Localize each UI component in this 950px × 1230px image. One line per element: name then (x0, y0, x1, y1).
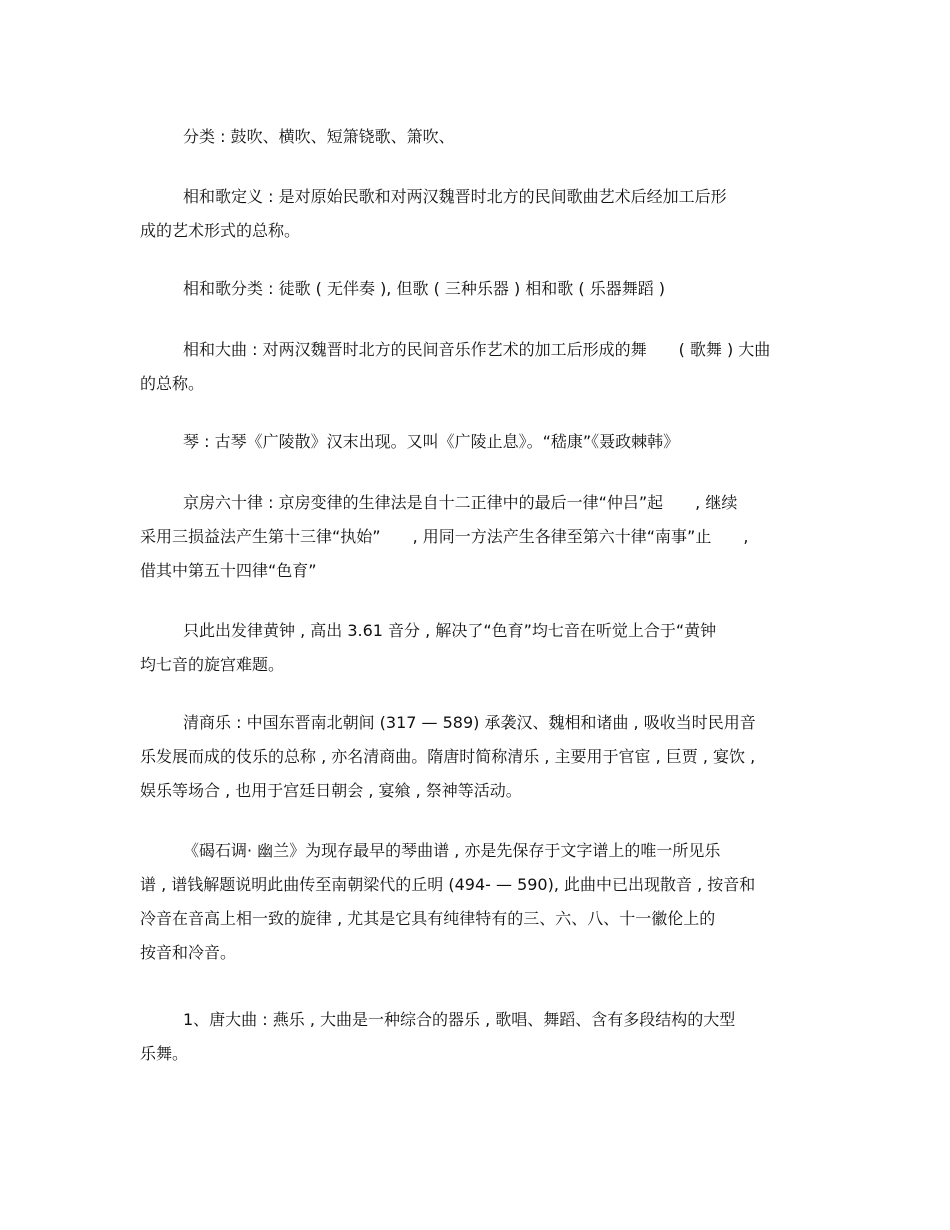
paragraph-line: 只此出发律黄钟 , 高出 3.61 音分 , 解决了“色育”均七音在听觉上合于“黄钟 (183, 621, 717, 640)
paragraph-line: 成的艺术形式的总称。 (140, 221, 301, 240)
paragraph-line: 京房六十律 : 京房变律的生律法是自十二正律中的最后一律“仲吕”起 , 继续 (183, 493, 738, 512)
paragraph-line: 冷音在音高上相一致的旋律 , 尤其是它具有纯律特有的三、六、八、十一徽伦上的 (140, 909, 716, 928)
paragraph-line: 娱乐等场合 , 也用于宫廷日朝会 , 宴飨 , 祭神等活动。 (140, 781, 522, 800)
paragraph-classification (140, 120, 830, 154)
paragraph-xianghe-definition (140, 180, 830, 248)
paragraph-jingfang-sixty-lu (140, 486, 830, 588)
paragraph-line: 相和歌分类 : 徒歌 ( 无伴奏 ), 但歌 ( 三种乐器 ) 相和歌 ( 乐器舞蹈 ) (183, 279, 666, 298)
paragraph-xianghe-categories (140, 272, 830, 306)
paragraph-line: 均七音的旋宫难题。 (140, 655, 285, 674)
paragraph-line: 乐发展而成的伎乐的总称 , 亦名清商曲。隋唐时简称清乐 , 主要用于官宦 , 巨贾 , 宴饮 , (140, 747, 756, 766)
paragraph-line: 清商乐 : 中国东晋南北朝间 (317 — 589) 承袭汉、魏相和诸曲 , 吸收当时民用音 (183, 713, 756, 732)
paragraph-guqin (140, 425, 830, 459)
paragraph-line: 谱 , 谱钱解题说明此曲传至南朝梁代的丘明 (494- — 590), 此曲中已出现散音 , 按音和 (140, 875, 756, 894)
paragraph-xianghe-daqu (140, 333, 830, 401)
paragraph-line: 采用三损益法产生第十三律“执始” , 用同一方法产生各律至第六十律“南事”止 , (140, 527, 749, 546)
paragraph-line: 《碣石调· 幽兰》为现存最早的琴曲谱 , 亦是先保存于文字谱上的唯一所见乐 (183, 841, 721, 860)
paragraph-line: 相和大曲 : 对两汉魏晋时北方的民间音乐作艺术的加工后形成的舞 ( 歌舞 ) 大曲 (183, 340, 771, 359)
paragraph-line: 1、唐大曲 : 燕乐 , 大曲是一种综合的器乐 , 歌唱、舞蹈、含有多段结构的大型 (183, 1010, 736, 1029)
paragraph-line: 相和歌定义 : 是对原始民歌和对两汉魏晋时北方的民间歌曲艺术后经加工后形 (183, 187, 727, 206)
paragraph-huangzhong (140, 614, 830, 682)
paragraph-line: 分类 : 鼓吹、横吹、短箫铙歌、箫吹、 (183, 127, 455, 146)
paragraph-line: 借其中第五十四律“色育” (140, 561, 317, 580)
paragraph-line: 乐舞。 (140, 1044, 189, 1063)
paragraph-line: 的总称。 (140, 374, 205, 393)
paragraph-qingshang (140, 706, 830, 808)
paragraph-line: 按音和冷音。 (140, 943, 237, 962)
paragraph-jieshidiao-youlan (140, 834, 830, 970)
paragraph-line: 琴 : 古琴《广陵散》汉末出现。又叫《广陵止息》。“嵇康”《聂政棘韩》 (183, 432, 680, 451)
paragraph-tang-daqu (140, 1003, 830, 1071)
